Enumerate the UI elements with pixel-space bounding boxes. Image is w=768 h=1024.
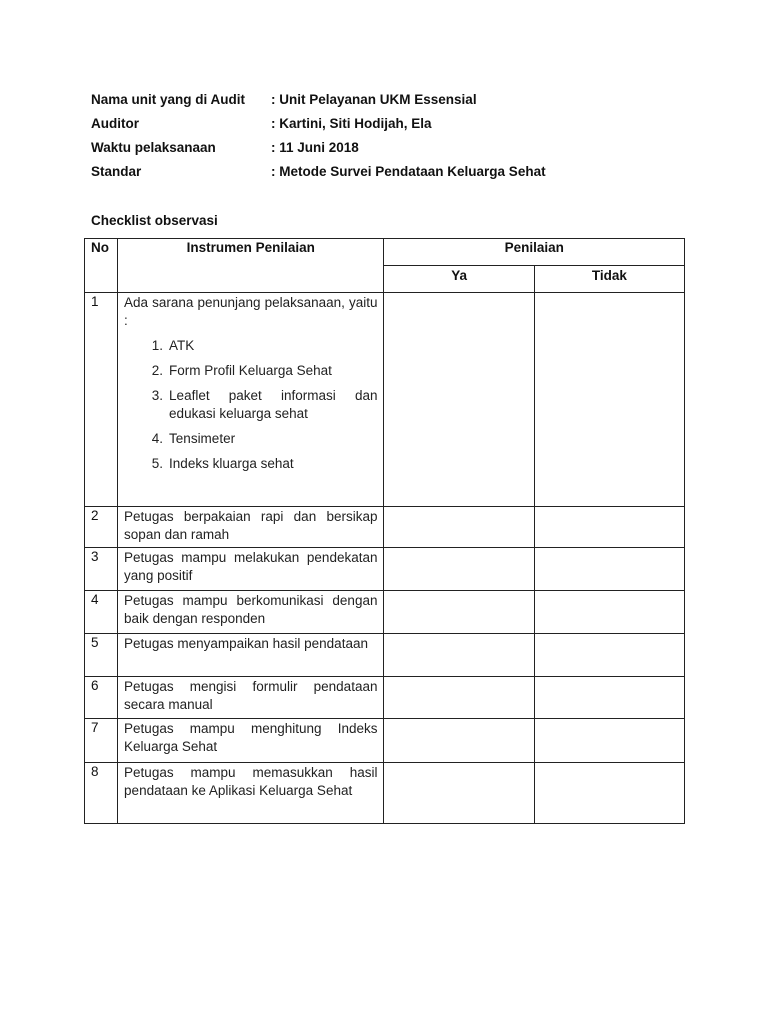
instrument-cell [118,293,384,507]
yes-checkbox-cell[interactable] [384,634,534,677]
standard-value: : Metode Survei Pendataan Keluarga Sehat [271,164,546,179]
list-item [124,430,377,448]
row-number: 5 [85,634,118,677]
column-header-instrument: Instrumen Penilaian [118,239,384,293]
auditor-label: Auditor [91,116,139,131]
list-item-text: Tensimeter [169,431,236,446]
row-number: 7 [85,719,118,763]
list-item-number: 2. [151,363,164,378]
row-number: 6 [85,677,118,719]
no-checkbox-cell[interactable] [534,719,684,763]
list-item [124,337,377,355]
no-checkbox-cell[interactable] [534,591,684,634]
list-item-text: ATK [169,338,195,353]
table-row [85,634,685,677]
instrument-text: Petugas mengisi formulir pendataan secara manual [118,677,384,719]
checklist-table [84,238,685,824]
info-row-auditor [91,116,651,140]
list-item-text: Form Profil Keluarga Sehat [169,363,332,378]
instrument-text: Petugas menyampaikan hasil pendataan [118,634,384,677]
table-row [85,507,685,548]
no-checkbox-cell[interactable] [534,507,684,548]
list-item-number: 4. [151,431,164,446]
date-label: Waktu pelaksanaan [91,140,216,155]
yes-checkbox-cell[interactable] [384,677,534,719]
list-item-text: Indeks kluarga sehat [169,456,294,471]
info-row-date [91,140,651,164]
unit-label: Nama unit yang di Audit [91,92,246,107]
list-item [124,387,377,423]
instrument-text: Petugas mampu berkomunikasi dengan baik dengan responden [118,591,384,634]
column-header-assessment: Penilaian [384,239,685,266]
auditor-value: : Kartini, Siti Hodijah, Ela [271,116,432,131]
standard-label: Standar [91,164,142,179]
list-item-number: 1. [151,338,164,353]
info-row-unit [91,92,651,116]
yes-checkbox-cell[interactable] [384,548,534,591]
instrument-text: Petugas mampu menghitung Indeks Keluarga Sehat [118,719,384,763]
row-number: 2 [85,507,118,548]
audit-info [91,92,651,188]
instrument-text: Petugas mampu memasukkan hasil pendataan ke Aplikasi Keluarga Sehat [118,763,384,824]
list-item [124,455,377,473]
row-number: 1 [85,293,118,507]
row-number: 4 [85,591,118,634]
column-header-no: No [85,239,118,293]
unit-value: : Unit Pelayanan UKM Essensial [271,92,477,107]
column-header-no-answer: Tidak [534,266,684,293]
sub-item-list [124,337,377,473]
yes-checkbox-cell[interactable] [384,763,534,824]
list-item [124,362,377,380]
column-header-yes: Ya [384,266,534,293]
table-row [85,719,685,763]
no-checkbox-cell[interactable] [534,763,684,824]
list-item-number: 3. [151,388,164,403]
no-checkbox-cell[interactable] [534,293,684,507]
table-row [85,591,685,634]
no-checkbox-cell[interactable] [534,677,684,719]
no-checkbox-cell[interactable] [534,634,684,677]
table-row [85,763,685,824]
yes-checkbox-cell[interactable] [384,507,534,548]
checklist-title: Checklist observasi [91,213,218,228]
yes-checkbox-cell[interactable] [384,293,534,507]
table-row [85,677,685,719]
info-row-standard [91,164,651,188]
no-checkbox-cell[interactable] [534,548,684,591]
list-item-number: 5. [151,456,164,471]
instrument-text: Petugas berpakaian rapi dan bersikap sopan dan ramah [118,507,384,548]
date-value: : 11 Juni 2018 [271,140,359,155]
table-row [85,548,685,591]
row-number: 3 [85,548,118,591]
instrument-text: Ada sarana penunjang pelaksanaan, yaitu : [124,295,378,328]
yes-checkbox-cell[interactable] [384,719,534,763]
table-row [85,293,685,507]
yes-checkbox-cell[interactable] [384,591,534,634]
row-number: 8 [85,763,118,824]
list-item-text: Leaflet paket informasi dan edukasi keluarga sehat [169,388,378,421]
instrument-text: Petugas mampu melakukan pendekatan yang positif [118,548,384,591]
